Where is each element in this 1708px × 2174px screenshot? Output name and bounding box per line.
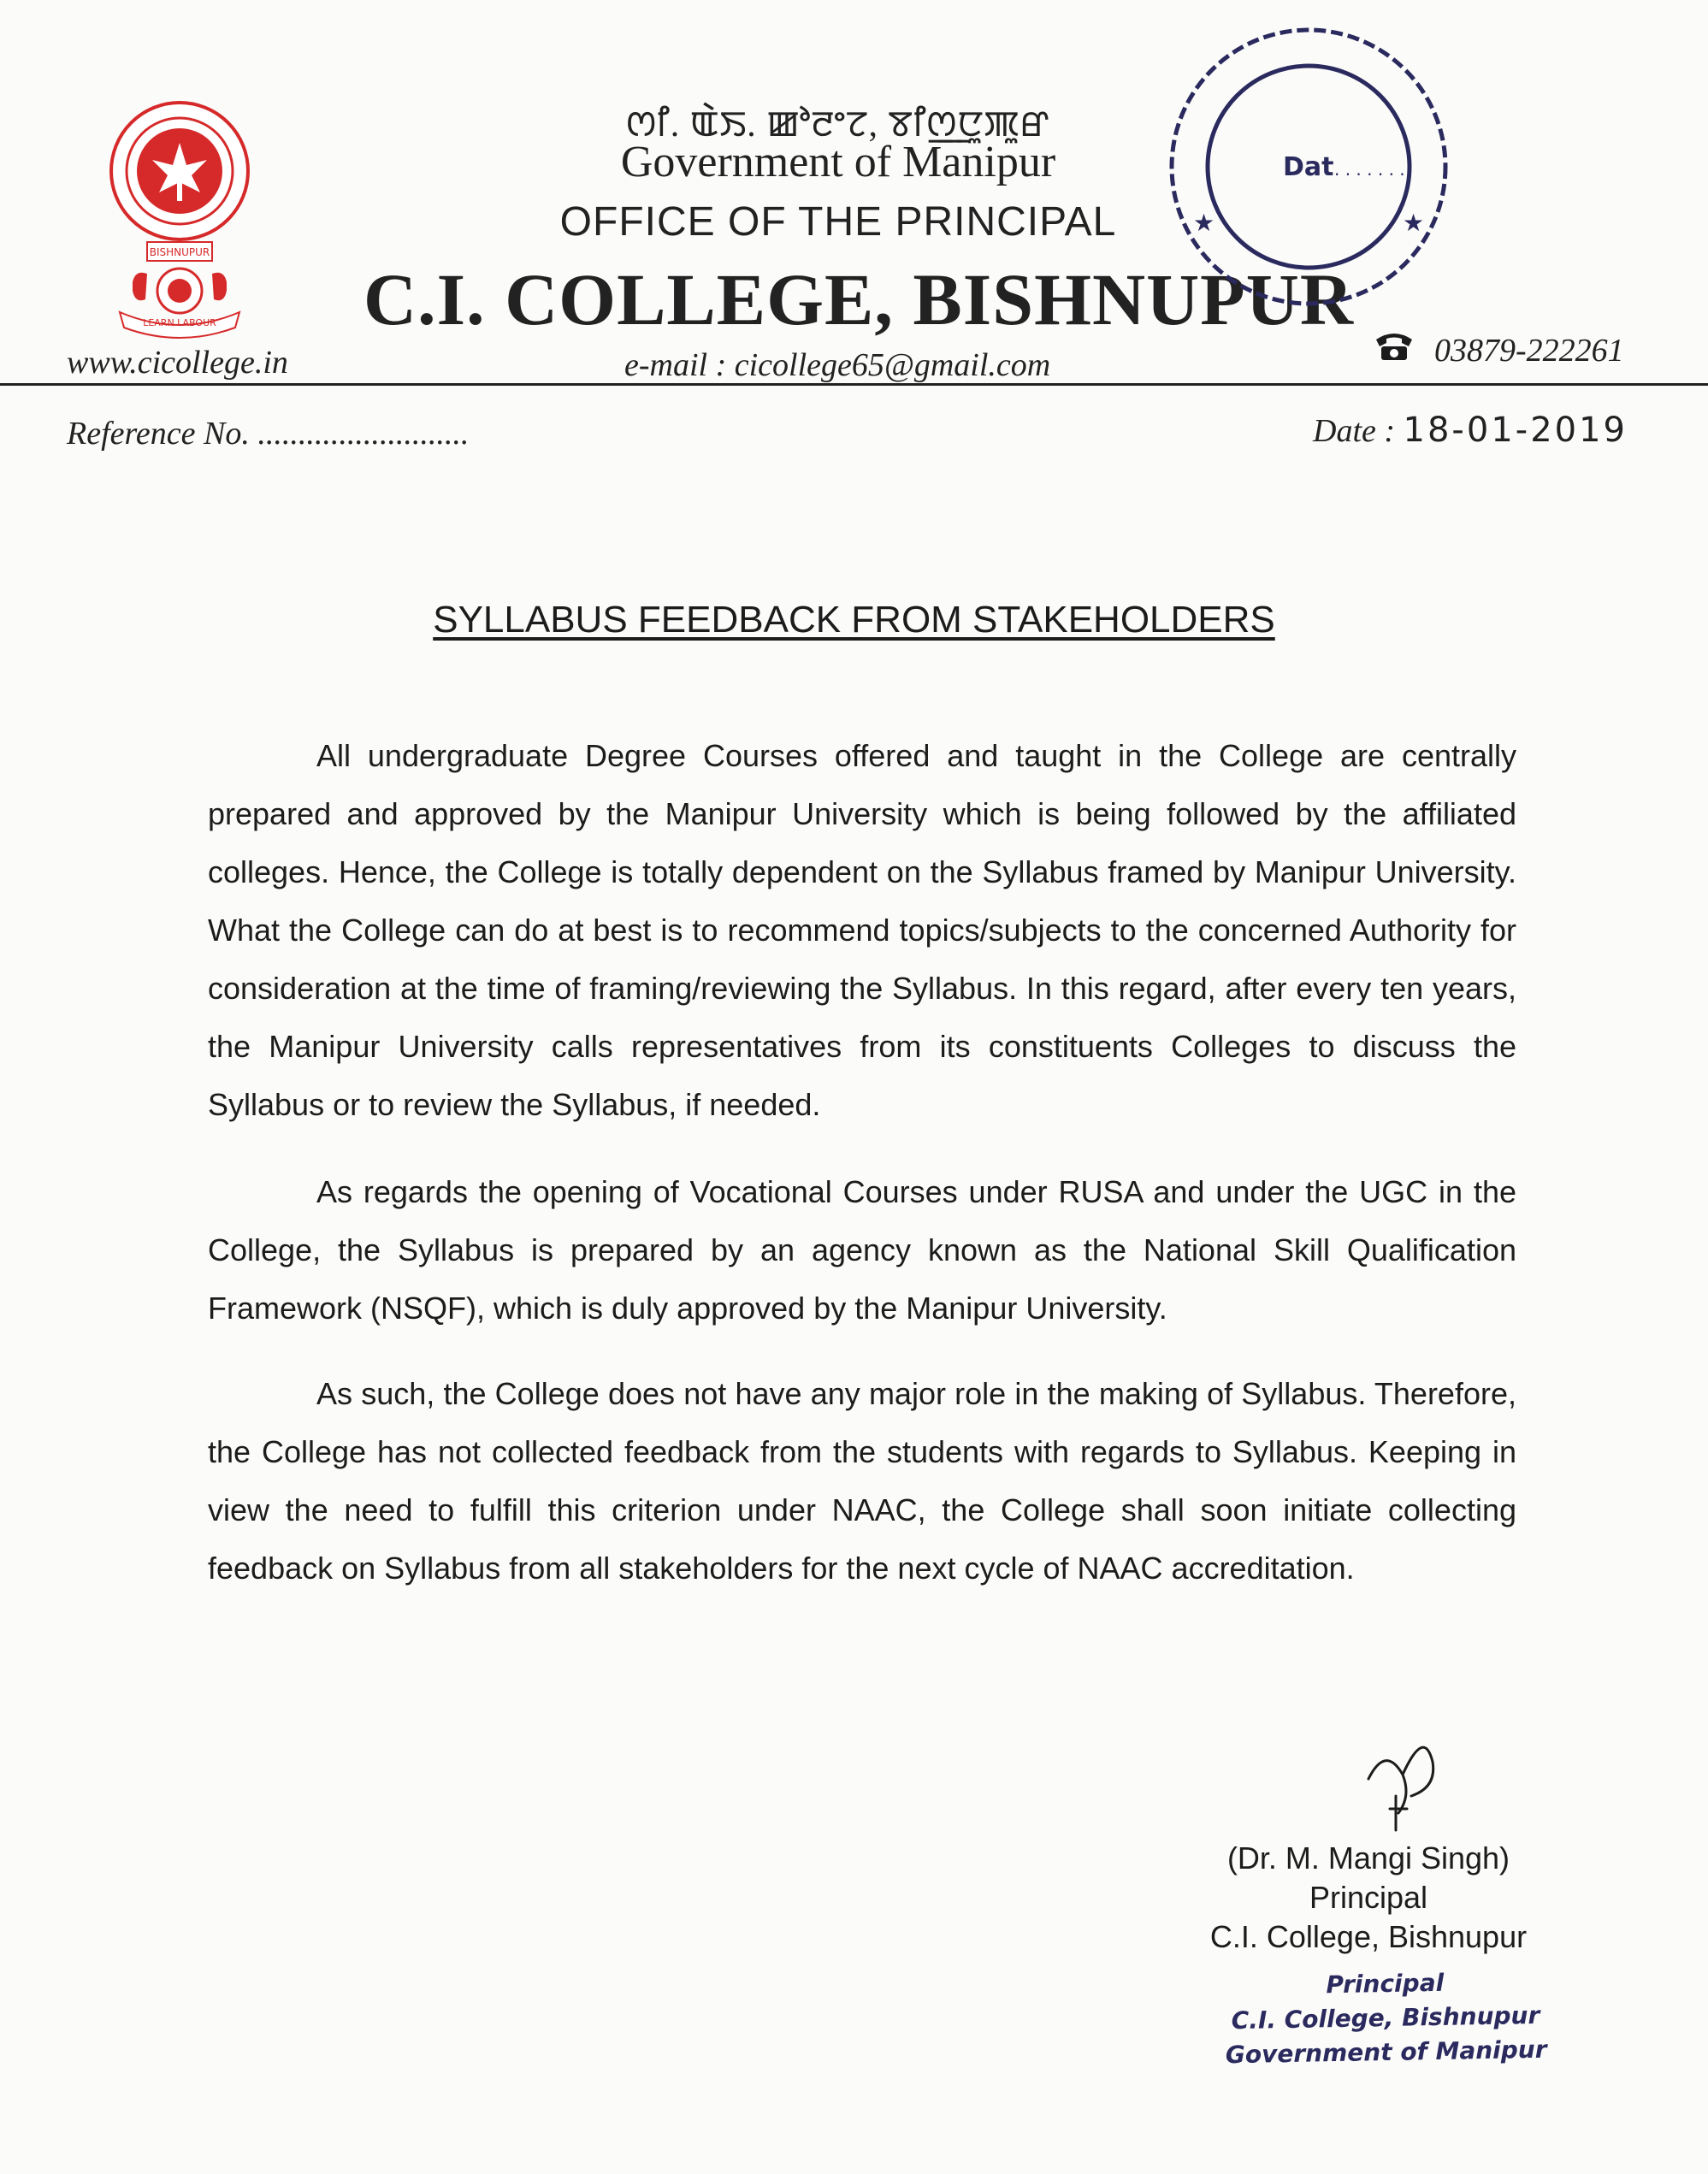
header-divider [0,383,1708,386]
telephone-icon [1373,331,1415,370]
paragraph-2: As regards the opening of Vocational Courses under RUSA and under the UGC in the College, the Syllabus is prepared by an agency known as the National Skill Qualification Framework (NSQF), which is duly approved by the Manipur University. [208,1174,1516,1326]
email-link[interactable]: e-mail : cicollege65@gmail.com [624,347,1051,383]
government-line: Government of Manipur [620,138,1056,186]
date-field [1313,411,1628,450]
svg-text:BISHNUPUR: BISHNUPUR [149,246,210,258]
stamp-line-1: Principal [1326,1968,1445,2000]
svg-text:LEARN LABOUR: LEARN LABOUR [143,317,216,328]
paragraph-3: As such, the College does not have any major role in the making of Syllabus. Therefore, the College has not collected feedback from the students with regards to Syllabus. Keeping in view the need to fulfill this criterion under NAAC, the College shall soon initiate collecting feedback on Syllabus from all stakeholders for the next cycle of NAAC accreditation. [208,1376,1516,1586]
phone-text: 03879-222261 [1434,333,1624,369]
date-value: 18-01-2019 [1403,411,1628,450]
college-logo [94,98,265,346]
office-line: OFFICE OF THE PRINCIPAL [559,199,1117,245]
website-link[interactable]: www.cicollege.in [67,345,288,381]
date-label: Date : [1313,413,1396,449]
reference-number: Reference No. .......................... [67,416,470,452]
college-name: C.I. COLLEGE, BISHNUPUR [363,258,1354,340]
stamp-line-2: C.I. College, Bishnupur [1231,2000,1540,2035]
paragraph-1: All undergraduate Degree Courses offered and taught in the College are centrally prepared and approved by the Manipur University which is being followed by the affiliated colleges. Hence, the College is totally dependent on the Syllabus framed by Manipur University. What the College can do at best is to recommend topics/subjects to the concerned Authority for consideration at the time of framing/reviewing the Syllabus. In this regard, after every ten years, the Manipur University calls representatives from its constituents Colleges to discuss the Syllabus or to review the Syllabus, if needed. [208,738,1516,1122]
stamp-line-3: Government of Manipur [1225,2035,1547,2070]
svg-text:★: ★ [1403,210,1425,237]
meitei-title: ꯁꯤ. ꯑꯥꯏ. ꯀꯣꯂꯦꯖ, ꯕꯤꯁ꯭ꯅꯨꯄꯨꯔ [626,105,1050,145]
svg-text:Dat: Dat [1283,152,1334,182]
handwritten-signature [1351,1728,1471,1839]
college-round-stamp [1133,17,1492,342]
signatory-block [1180,1839,1557,1957]
signatory-name: (Dr. M. Mangi Singh) [1226,1840,1510,1876]
principal-stamp [1192,1964,1579,2073]
document-heading: SYLLABUS FEEDBACK FROM STAKEHOLDERS [433,599,1275,641]
svg-text:★: ★ [1193,210,1215,237]
signatory-designation: Principal [1309,1880,1428,1915]
svg-text:. . . . . . .: . . . . . . . [1334,159,1405,180]
phone-number [1373,331,1624,370]
signatory-institution: C.I. College, Bishnupur [1209,1919,1528,1954]
